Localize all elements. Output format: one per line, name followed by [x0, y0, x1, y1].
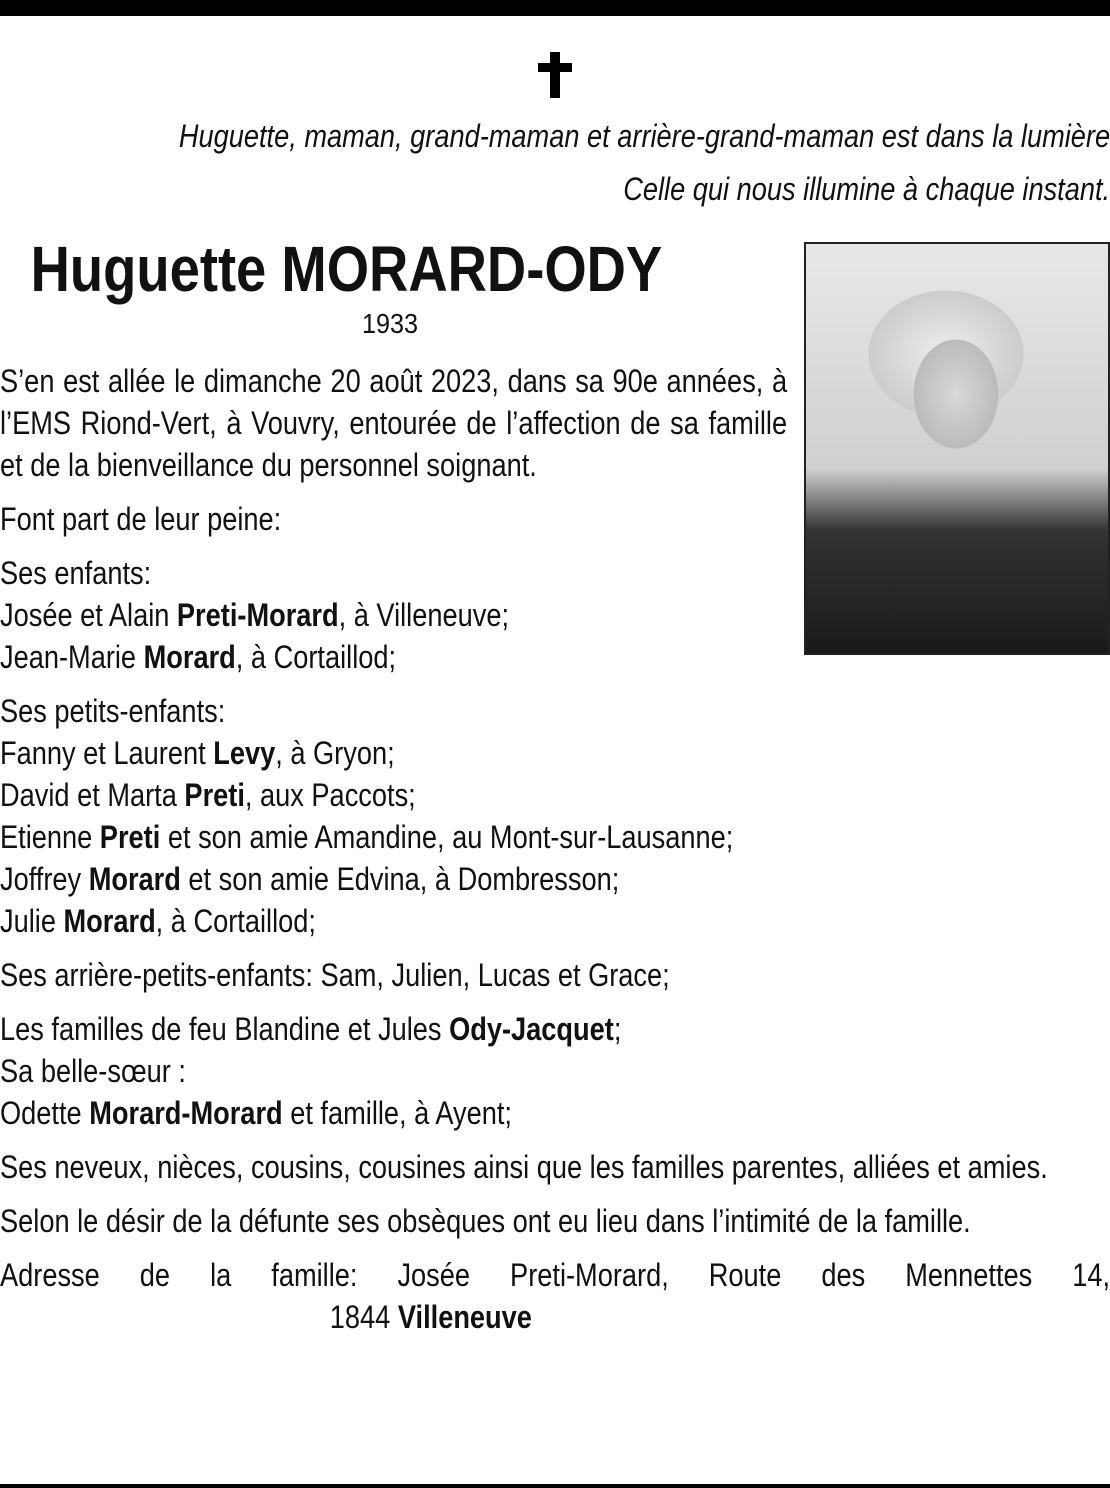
text-segment: Ses neveux, nièces, cousins, cousines ainsi que les familles parentes, alliées et amies.: [0, 1149, 1048, 1185]
text-segment: et son amie Edvina, à Dombresson;: [180, 861, 620, 897]
text-line: [0, 957, 670, 993]
family-name: Preti-Morard: [176, 597, 339, 633]
text-line: [0, 363, 787, 483]
text-segment: David et Marta: [0, 777, 185, 813]
text-segment: Joffrey: [0, 861, 89, 897]
text-segment: Ses arrière-petits-enfants: Sam, Julien, Lucas et Grace;: [0, 957, 670, 993]
family-address: [0, 1254, 1110, 1338]
family-name: Morard: [143, 639, 236, 675]
text-line: [0, 1149, 1048, 1185]
bottom-rule: [0, 1484, 1110, 1488]
text-segment: Etienne: [0, 819, 100, 855]
text-segment: Josée et Alain: [0, 597, 177, 633]
text-segment: Ses petits-enfants:: [0, 693, 226, 729]
text-segment: Ses enfants:: [0, 555, 152, 591]
deceased-name: Huguette MORARD-ODY: [30, 233, 663, 305]
birth-year: 1933: [361, 308, 419, 339]
family-name: Morard: [63, 903, 156, 939]
city: Villeneuve: [397, 1299, 532, 1335]
text-line: [0, 900, 1110, 942]
text-segment: ;: [613, 1011, 622, 1047]
text-segment: , à Cortaillod;: [155, 903, 316, 939]
text-segment: Julie: [0, 903, 64, 939]
text-line: [0, 1203, 971, 1239]
text-line: [0, 858, 1110, 900]
top-rule: [0, 0, 1110, 16]
obituary-body: [0, 360, 1110, 1350]
family-name: Morard: [88, 861, 181, 897]
text-segment: Font part de leur peine:: [0, 501, 282, 537]
text-segment: , à Gryon;: [275, 735, 395, 771]
text-line: [0, 690, 1110, 732]
paragraph: [0, 690, 1110, 942]
family-name: Morard-Morard: [89, 1095, 283, 1131]
paragraph: [0, 1146, 1110, 1188]
text-segment: et son amie Amandine, au Mont-sur-Lausanne;: [160, 819, 734, 855]
family-name: Preti: [184, 777, 245, 813]
paragraph: [0, 954, 1110, 996]
text-segment: et famille, à Ayent;: [282, 1095, 512, 1131]
family-name: Levy: [213, 735, 276, 771]
family-name: Ody-Jacquet: [449, 1011, 614, 1047]
paragraph: [0, 1008, 1110, 1134]
text-segment: , à Cortaillod;: [235, 639, 397, 675]
text-segment: S’en est allée le dimanche 20 août 2023, dans sa 90e années, à l’EMS Riond-Vert, à Vouvry, entourée de l’affection de sa famille et de la bienveillance du personnel soignant.: [0, 363, 788, 483]
text-segment: Les familles de feu Blandine et Jules: [0, 1011, 450, 1047]
text-line: [0, 774, 1110, 816]
cross-icon: [538, 52, 572, 98]
text-line: [0, 1092, 1110, 1134]
quote-line-2: Celle qui nous illumine à chaque instant.: [623, 171, 1110, 207]
family-name: Preti: [99, 819, 161, 855]
text-line: [0, 816, 1110, 858]
text-segment: Jean-Marie: [0, 639, 144, 675]
quote-line-1: Huguette, maman, grand-maman et arrière-grand-maman est dans la lumière: [178, 118, 1110, 154]
text-segment: , à Villeneuve;: [338, 597, 510, 633]
text-line: [0, 1008, 1110, 1050]
text-segment: , aux Paccots;: [244, 777, 416, 813]
paragraph: [0, 1200, 1110, 1242]
text-segment: Sa belle-sœur :: [0, 1053, 186, 1089]
text-line: [0, 1050, 1110, 1092]
address-line: Adresse de la famille: Josée Preti-Morard, Route des Mennettes 14,: [0, 1257, 1110, 1293]
text-segment: Fanny et Laurent: [0, 735, 214, 771]
text-line: [0, 732, 1110, 774]
text-line: [0, 501, 281, 537]
postcode: 1844: [329, 1299, 398, 1335]
text-segment: Selon le désir de la défunte ses obsèques ont eu lieu dans l’intimité de la famille.: [0, 1203, 971, 1239]
text-segment: Odette: [0, 1095, 90, 1131]
